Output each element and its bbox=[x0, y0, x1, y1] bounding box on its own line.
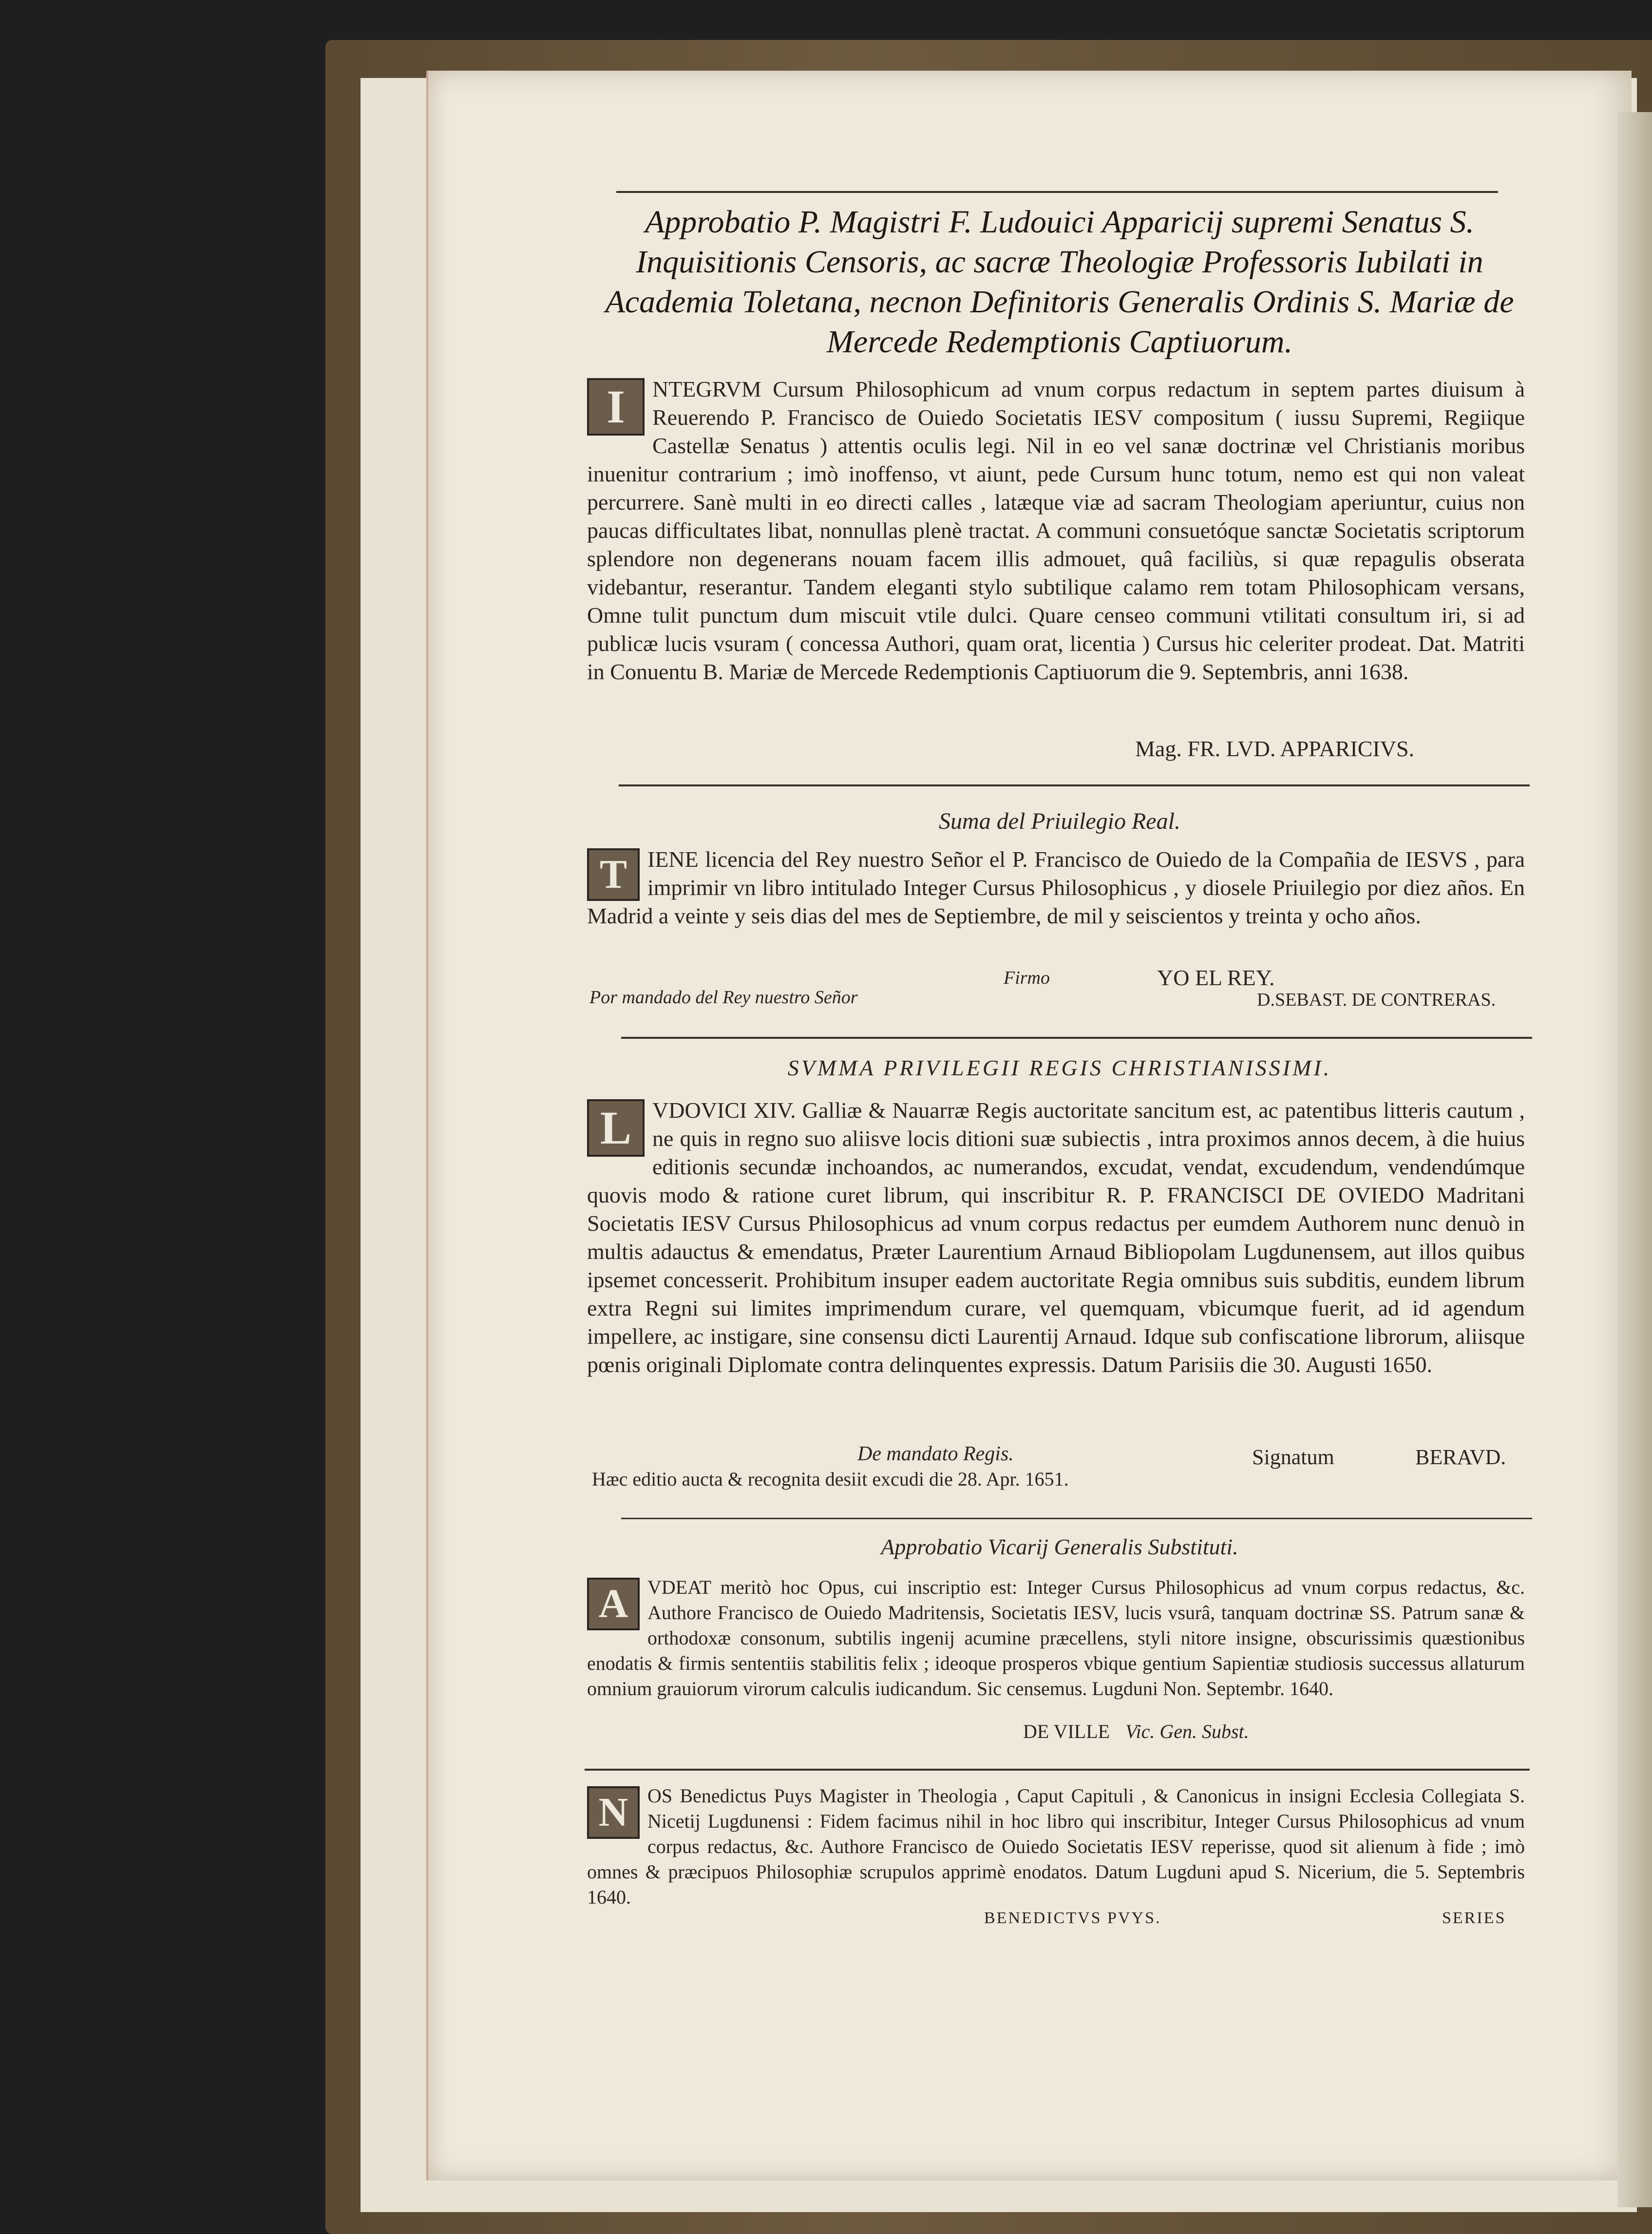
summa-demandato: De mandato Regis. bbox=[857, 1443, 1014, 1465]
catchword: SERIES bbox=[1442, 1909, 1506, 1927]
puys-body bbox=[587, 1783, 1525, 1920]
vicarij-body bbox=[587, 1575, 1525, 1726]
suma-secretary: D.SEBAST. DE CONTRERAS. bbox=[1257, 990, 1496, 1010]
approbatio-text: NTEGRVM Cursum Philosophicum ad vnum corpus redactum in septem partes diuisum à Reuerendo P. Francisco de Ouiedo Societatis IESV compositum ( iussu Supremi, Regiique Castellæ Senatus ) attentis oculis legi. Nil in eo vel sanæ doctrinæ vel Christianis moribus inuenitur contrarium ; imò inoffenso, vt aiunt, pede Cursum hunc totum, nemo est qui non valeat percurrere. Sanè multi in eo directi calles , latæque viæ ad sacram Theologiam aperiuntur, cuius non paucas difficultates libat, nonnullas plenè tractat. A communi consuetóque sanctæ Societatis scriptorum splendore non degenerans nouam facem illis admouet, quâ faciliùs, si quæ repagulis obserata videbantur, reserantur. Tandem eleganti stylo subtilique calamo rem totam Philosophicam versans, Omne tulit punctum dum miscuit vtile dulci. Quare censeo communi vtilitati consultum iri, si ad publicæ lucis vsuram ( concessa Authori, quam orat, licentia ) Cursus hic celeriter prodeat. Dat. Matriti in Conuentu B. Mariæ de Mercede Redemptionis Captiuorum die 9. Septembris, anni 1638. bbox=[587, 377, 1525, 684]
approbatio-body bbox=[587, 375, 1525, 741]
suma-firmo: Firmo bbox=[1004, 968, 1050, 988]
dropcap-initial: I bbox=[587, 378, 645, 436]
section-rule bbox=[585, 1769, 1530, 1771]
suma-body bbox=[587, 845, 1525, 972]
dropcap-initial: T bbox=[587, 848, 640, 901]
approbatio-heading: Approbatio P. Magistri F. Ludouici Apparicij supremi Senatus S. Inquisitionis Censoris, ac sacræ Theologiæ Professoris Iubilati in Academia Toletana, necnon Definitoris Generalis Ordinis S. Mariæ de Mercede Redemptionis Captiuorum. bbox=[605, 204, 1514, 360]
section-rule bbox=[621, 1518, 1532, 1519]
section-rule bbox=[621, 1037, 1532, 1039]
dropcap-initial: A bbox=[587, 1578, 640, 1630]
vicarij-signature-name: DE VILLE bbox=[1023, 1720, 1110, 1742]
puys-signature: BENEDICTVS PVYS. bbox=[984, 1909, 1161, 1927]
summa-beraud: BERAVD. bbox=[1415, 1445, 1506, 1469]
dropcap-initial: L bbox=[587, 1099, 645, 1157]
vicarij-text: VDEAT meritò hoc Opus, cui inscriptio est: Integer Cursus Philosophicus ad vnum corpus redactus, &c. Authore Francisco de Ouiedo Madritensis, Societatis IESV, lucis vsurâ, tanquam doctrinæ SS. Patrum sanæ & orthodoxæ consonum, subtilis ingenij acumine præcellens, styli nitore insigne, obscurissimis quæstionibus enodatis & firmis sententiis stabilitis felix ; ideoque prosperos vbique gentium Sapientiæ studiosis successus allaturum omnium grauiorum virorum calculis iudicandum. Sic censemus. Lugduni Non. Septembr. 1640. bbox=[587, 1576, 1525, 1699]
suma-title: Suma del Priuilegio Real. bbox=[939, 808, 1180, 834]
summa-text: VDOVICI XIV. Galliæ & Nauarræ Regis auctoritate sancitum est, ac patentibus litteris cautum , ne quis in regno suo aliisve locis ditioni suæ subiectis , intra proximos annos decem, à die huius editionis secundæ inchoandos, ac numerandos, excudat, vendat, excudendum, vendendúmque quovis modo & ratione curet librum, qui inscribitur R. P. FRANCISCI DE OVIEDO Madritani Societatis IESV Cursus Philosophicus ad vnum corpus redactus per eumdem Authorem nunc denuò in multis adauctus & emendatus, Præter Laurentium Arnaud Bibliopolam Lugdunensem, aut illos quibus ipsemet concesserit. Prohibitum insuper eadem auctoritate Regia omnibus suis subditis, eundem librum extra Regni sui limites imprimendum curare, vel quemquam, vbicumque fuerit, ad id agendum impellere, ac instigare, sine consensu dicti Laurentij Arnaud. Idque sub confiscatione librorum, aliisque pœnis originali Diplomate contra delinquentes expressis. Datum Parisiis die 30. Augusti 1650. bbox=[587, 1098, 1525, 1377]
vicarij-signature-title: Vic. Gen. Subst. bbox=[1125, 1720, 1249, 1742]
dropcap-initial: N bbox=[587, 1786, 640, 1839]
suma-mandado: Por mandado del Rey nuestro Señor bbox=[589, 987, 858, 1008]
approbatio-signature: Mag. FR. LVD. APPARICIVS. bbox=[1135, 736, 1415, 761]
summa-signatum: Signatum bbox=[1252, 1445, 1334, 1469]
top-rule bbox=[616, 191, 1498, 193]
summa-title: SVMMA PRIVILEGII REGIS CHRISTIANISSIMI. bbox=[787, 1055, 1332, 1080]
suma-rey: YO EL REY. bbox=[1157, 965, 1275, 990]
vicarij-title: Approbatio Vicarij Generalis Substituti. bbox=[881, 1534, 1238, 1559]
section-rule bbox=[619, 784, 1530, 786]
suma-text: IENE licencia del Rey nuestro Señor el P. Francisco de Ouiedo de la Compañia de IESVS , para imprimir vn libro intitulado Integer Cursus Philosophicus , y diosele Priuilegio por diez años. En Madrid a veinte y seis dias del mes de Septiembre, de mil y seiscientos y treinta y ocho años. bbox=[587, 847, 1525, 928]
summa-note: Hæc editio aucta & recognita desiit excudi die 28. Apr. 1651. bbox=[592, 1468, 1069, 1490]
puys-text: OS Benedictus Puys Magister in Theologia , Caput Capituli , & Canonicus in insigni Ecclesia Collegiata S. Nicetij Lugdunensi : Fidem facimus nihil in hoc libro qui inscribitur, Integer Cursus Philosophicus ad vnum corpus redactus, &c. Authore Francisco de Ouiedo Societatis IESV reperisse, quod sit alienum à fide ; imò omnes & præcipuos Philosophiæ scrupulos apprimè enodatos. Datum Lugduni apud S. Nicerium, die 5. Septembris 1640. bbox=[587, 1785, 1525, 1908]
summa-body bbox=[587, 1096, 1525, 1437]
facing-page-edge bbox=[1617, 112, 1652, 2207]
